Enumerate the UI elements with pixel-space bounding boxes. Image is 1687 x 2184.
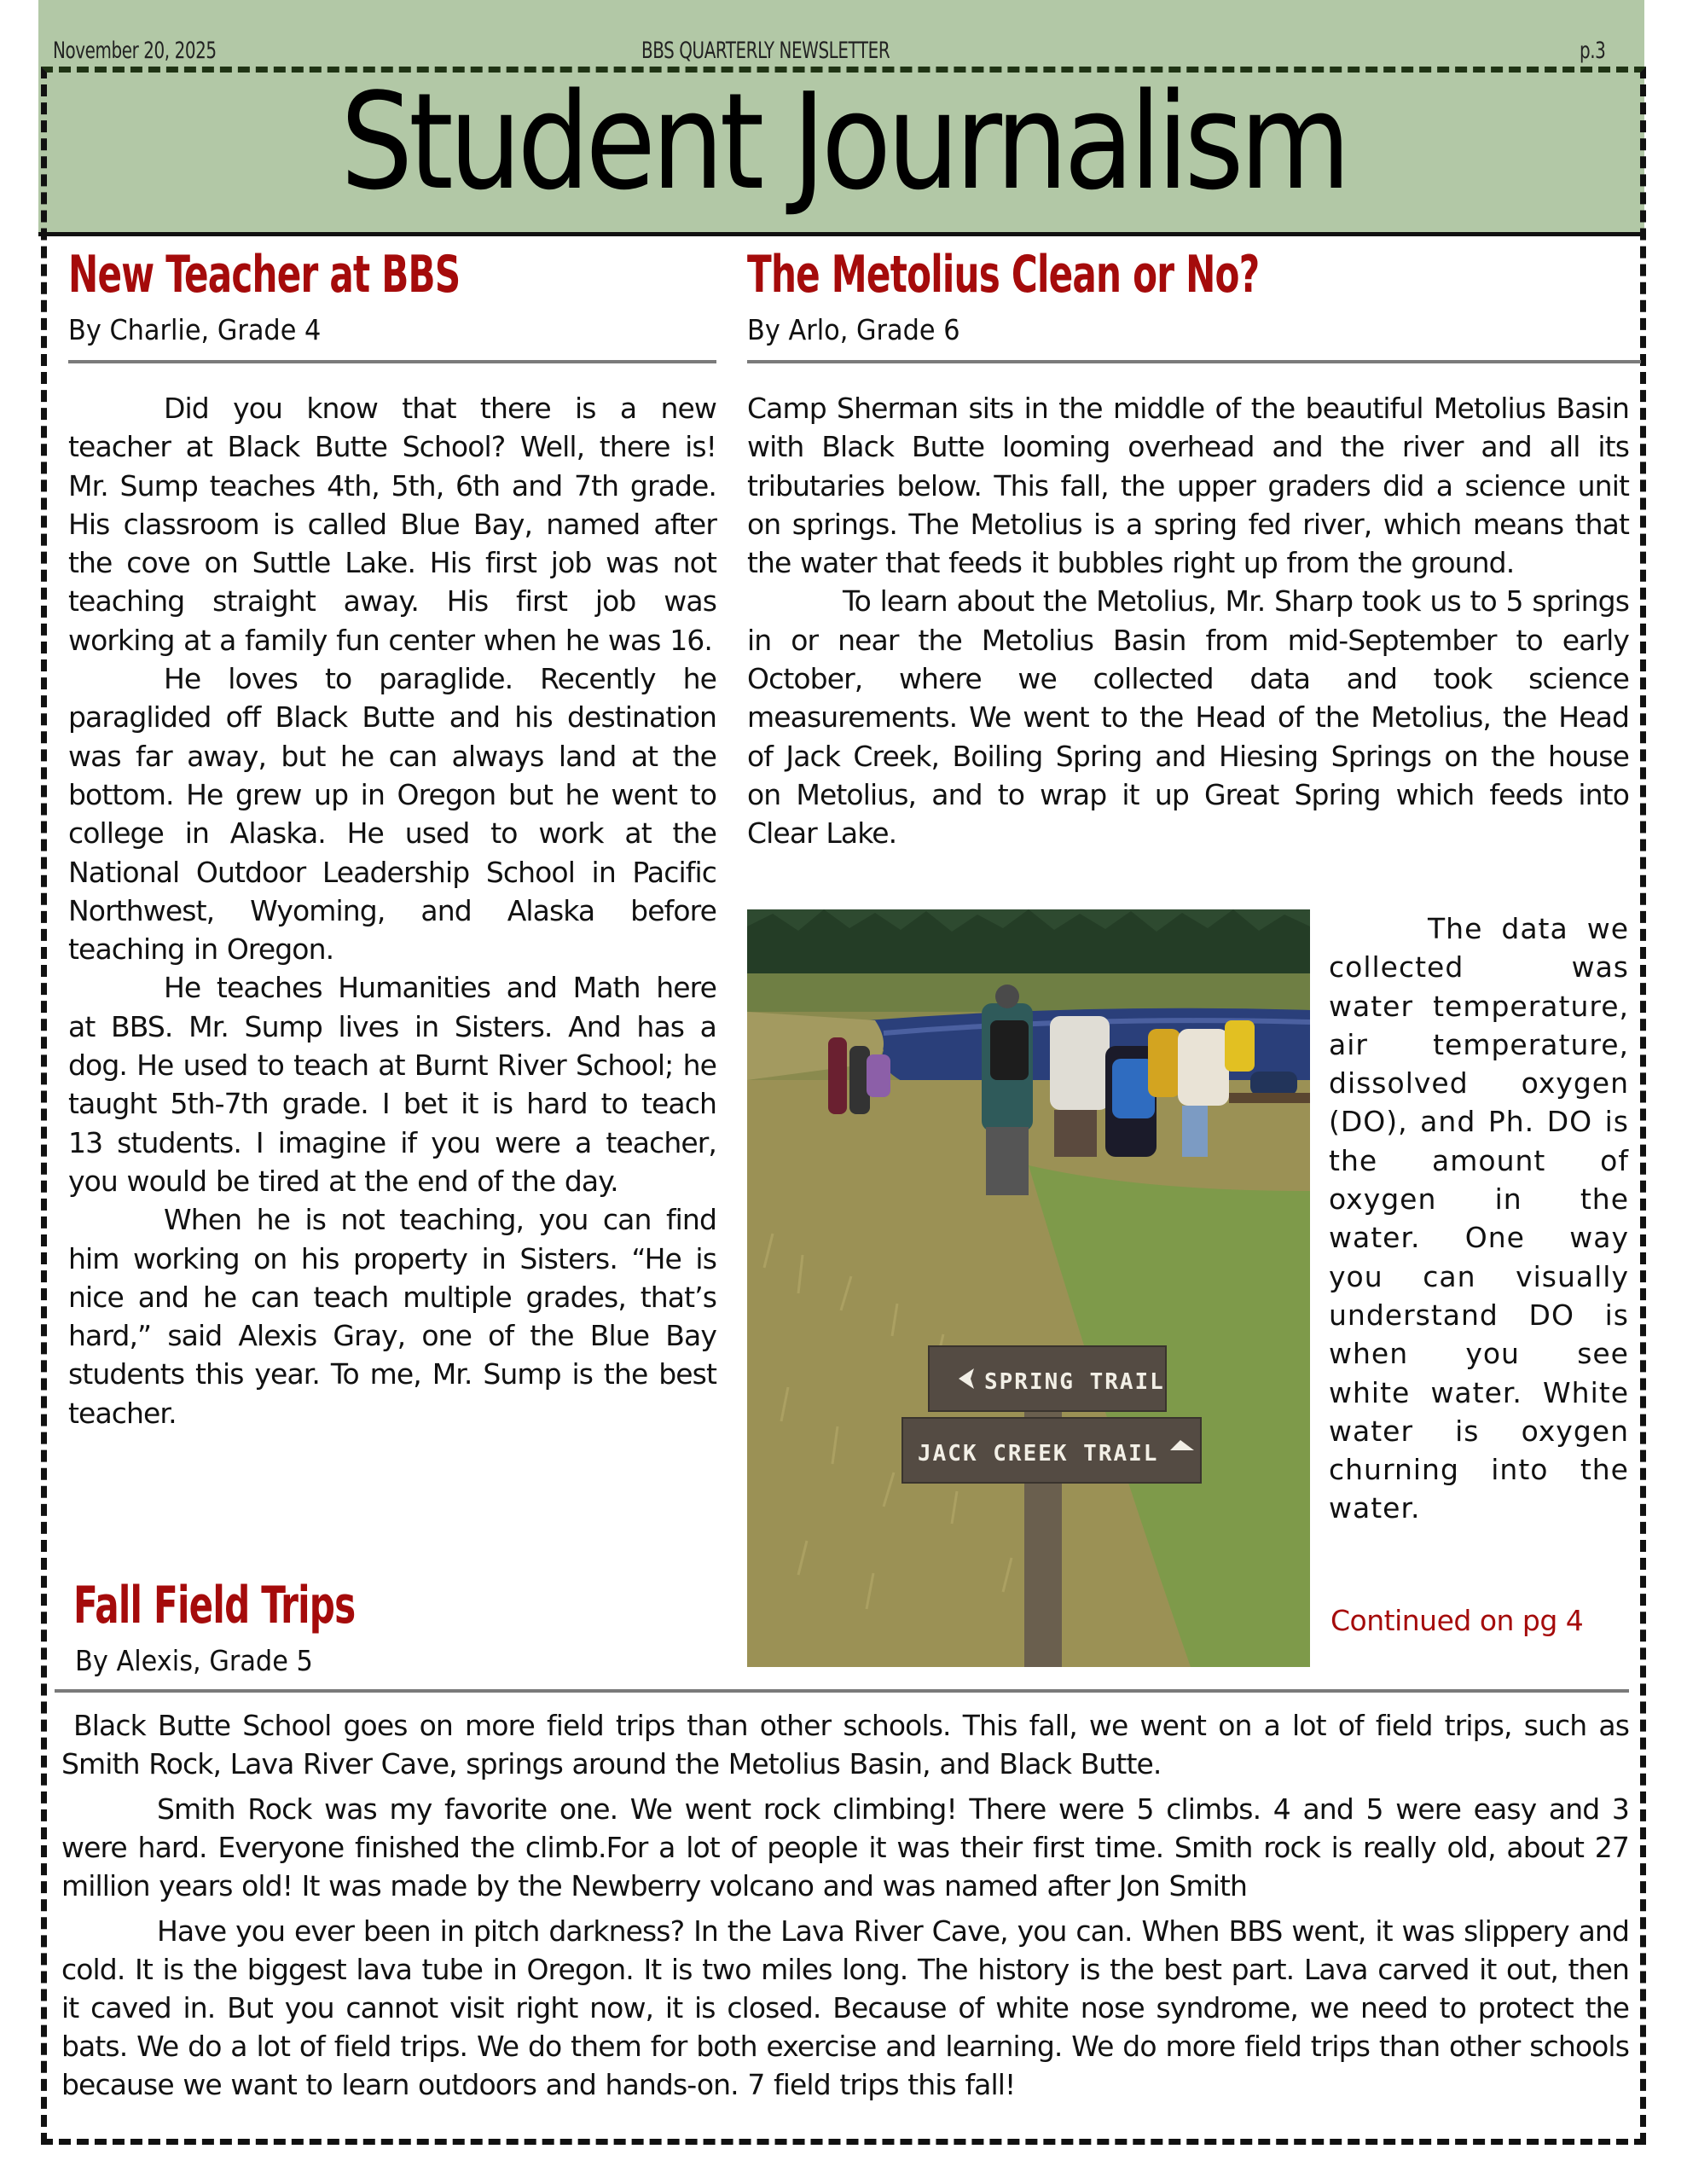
side-line: water is oxygen <box>1329 1414 1629 1448</box>
side-line: white water. White <box>1329 1375 1629 1409</box>
byline-metolius: By Arlo, Grade 6 <box>747 313 960 346</box>
paragraph: Smith Rock was my favorite one. We went rock climbing! There were 5 climbs. 4 and 5 were easy and 3 were hard. Everyone finished the climb.For a lot of people it was their first time. Smith rock is really old, about 27 million years old! It was made by the Newberry volcano and was named after Jon Smith <box>61 1792 1629 1902</box>
paragraph: Have you ever been in pitch darkness? In the Lava River Cave, you can. When BBS went, it was slippery and cold. It is the biggest lava tube in Oregon. It is two miles long. The history is the best part. Lava carved it out, then it caved in. But you cannot visit right now, it is closed. Because of white nose syndrome, we need to protect the bats. We do a lot of field trips. We do them for both exercise and learning. We do more field trips than other schools because we want to learn outdoors and hands-on. 7 field trips this fall! <box>61 1914 1629 2101</box>
paragraph: He loves to paraglide. Recently he paraglided off Black Butte and his destination was far away, but he can always land at the bottom. He grew up in Oregon but he went to college in Alaska. He used to work at the National Outdoor Leadership School in Pacific Northwest, Wyoming, and Alaska before teaching in Oregon. <box>68 662 716 967</box>
paragraph: When he is not teaching, you can find him working on his property in Sisters. “He is nice and he can teach multiple grades, that’s hard,” said Alexis Gray, one of the Blue Bay students this year. To me, Mr. Sump is the best teacher. <box>68 1203 716 1430</box>
headline-field-trips: Fall Field Trips <box>73 1576 356 1635</box>
headline-new-teacher: New Teacher at BBS <box>68 245 461 305</box>
paragraph: Black Butte School goes on more field trips than other schools. This fall, we went on a lot of field trips, such as Smith Rock, Lava River Cave, springs around the Metolius Basin, and Black Butte. <box>61 1709 1629 1780</box>
sign-jack-creek-trail: JACK CREEK TRAIL <box>918 1441 1159 1467</box>
article-body-field-trips <box>61 1706 1629 2111</box>
section-title: Student Journalism <box>340 64 1347 219</box>
side-line: dissolved oxygen <box>1329 1066 1629 1101</box>
continued-link[interactable]: Continued on pg 4 <box>1330 1604 1584 1637</box>
paragraph: To learn about the Metolius, Mr. Sharp took us to 5 springs in or near the Metolius Basin from mid-September to early October, where we collected data and took science measurements. We went to the Head of the Metolius, the Head of Jack Creek, Boiling Spring and Hiesing Springs on the house on Metolius, and to wrap it up Great Spring which feeds into Clear Lake. <box>747 584 1629 851</box>
side-line: understand DO is <box>1329 1298 1629 1332</box>
side-line: water. One way <box>1329 1221 1629 1255</box>
side-line: oxygen in the <box>1329 1182 1629 1217</box>
page-number: p.3 <box>1580 38 1606 64</box>
side-line: you can visually <box>1329 1259 1629 1293</box>
divider-metolius <box>747 360 1641 363</box>
masthead-rule <box>38 232 1646 236</box>
byline-field-trips: By Alexis, Grade 5 <box>75 1644 313 1677</box>
article-body-new-teacher <box>68 389 716 1432</box>
divider-field-trips <box>55 1689 1629 1693</box>
article-body-metolius <box>747 389 1629 853</box>
side-line: (DO), and Ph. DO is <box>1329 1105 1629 1139</box>
side-line: The data we <box>1428 912 1629 945</box>
side-line: water temperature, <box>1329 989 1629 1023</box>
divider-new-teacher <box>68 360 716 363</box>
sign-spring-trail: SPRING TRAIL <box>984 1369 1165 1395</box>
issue-date: November 20, 2025 <box>53 38 217 64</box>
paragraph: Camp Sherman sits in the middle of the beautiful Metolius Basin with Black Butte looming overhead and the river and all its tributaries below. This fall, the upper graders did a science unit on springs. The Metolius is a spring fed river, which means that the water that feeds it bubbles right up from the ground. <box>747 392 1629 580</box>
field-trip-photo <box>747 909 1310 1667</box>
headline-metolius: The Metolius Clean or No? <box>747 245 1260 305</box>
side-line: the amount of <box>1329 1143 1629 1177</box>
article-side-text-metolius <box>1329 909 1629 1528</box>
side-line: water. <box>1329 1491 1421 1525</box>
byline-new-teacher: By Charlie, Grade 4 <box>68 313 322 346</box>
side-line: when you see <box>1329 1337 1629 1371</box>
paragraph: Did you know that there is a new teacher at Black Butte School? Well, there is! Mr. Sump teaches 4th, 5th, 6th and 7th grade. His classroom is called Blue Bay, named after the cove on Suttle Lake. His first job was not teaching straight away. His first job was working at a family fun center when he was 16. <box>68 392 716 657</box>
paragraph: He teaches Humanities and Math here at BBS. Mr. Sump lives in Sisters. And has a dog. He used to teach at Burnt River School; he taught 5th-7th grade. I bet it is hard to teach 13 students. I imagine if you were a teacher, you would be tired at the end of the day. <box>68 971 716 1198</box>
side-line: air temperature, <box>1329 1027 1629 1061</box>
side-line: collected was <box>1329 950 1629 985</box>
side-line: churning into the <box>1329 1453 1629 1487</box>
newsletter-name: BBS QUARTERLY NEWSLETTER <box>641 38 890 64</box>
